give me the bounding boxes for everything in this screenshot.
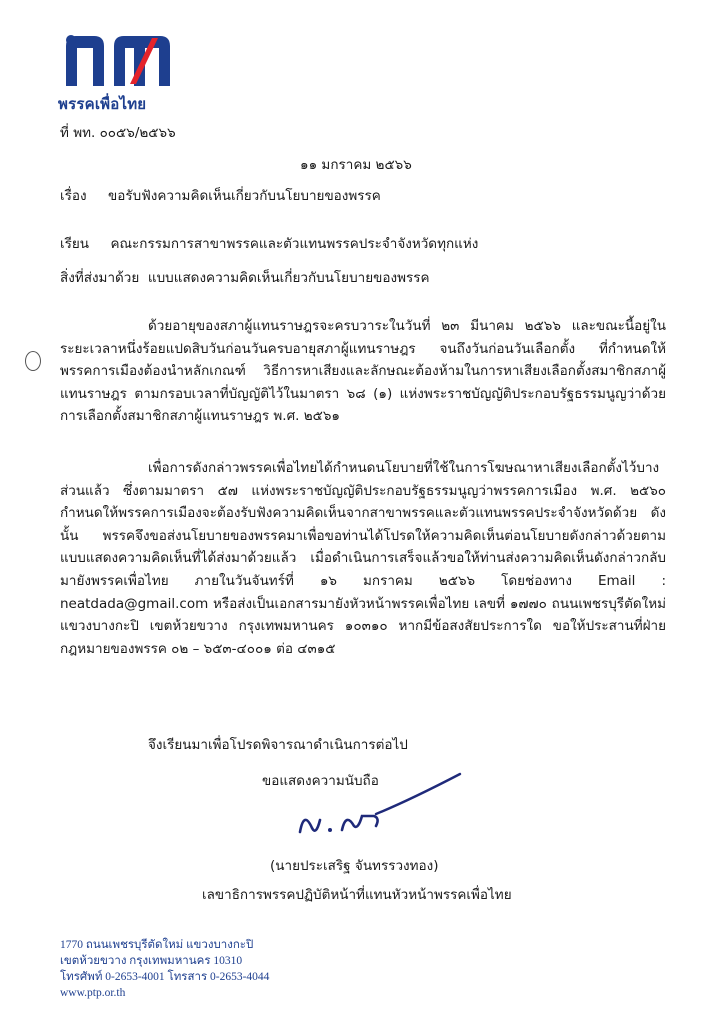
recipient-text: คณะกรรมการสาขาพรรคและตัวแทนพรรคประจำจังหวัดทุกแห่ง — [110, 236, 479, 252]
subject-text: ขอรับฟังความคิดเห็นเกี่ยวกับนโยบายของพรรค — [108, 188, 381, 204]
enclosure-line — [60, 270, 430, 286]
reference-number: ที่ พท. ๐๐๕๖/๒๕๖๖ — [60, 125, 176, 141]
footer-contact — [60, 937, 269, 1001]
closing-line: จึงเรียนมาเพื่อโปรดพิจารณาดำเนินการต่อไป — [148, 737, 408, 753]
footer-website: www.ptp.or.th — [60, 987, 126, 999]
enclosure-text: แบบแสดงความคิดเห็นเกี่ยวกับนโยบายของพรรค — [147, 270, 430, 286]
signer-position: เลขาธิการพรรคปฏิบัติหน้าที่แทนหัวหน้าพรรคเพื่อไทย — [202, 887, 512, 903]
punch-hole — [25, 351, 41, 371]
footer-address-line-2: เขตห้วยขวาง กรุงเทพมหานคร 10310 — [60, 955, 243, 967]
body-paragraph-1: ด้วยอายุของสภาผู้แทนราษฎรจะครบวาระในวันที่ ๒๓ มีนาคม ๒๕๖๖ และขณะนี้อยู่ในระยะเวลาหนึ่งร้อยแปดสิบวันก่อนวันครบอายุสภาผู้แทนราษฎร จนถึงวันก่อนวันเลือกตั้ง ที่กำหนดให้พรรคการเมืองต้องนำหลักเกณฑ์ วิธีการหาเสียงและลักษณะต้องห้ามในการหาเสียงเลือกตั้งสมาชิกสภาผู้แทนราษฎร ตามกรอบเวลาที่บัญญัติไว้ในมาตรา ๖๘ (๑) แห่งพระราชบัญญัติประกอบรัฐธรรมนูญว่าด้วยการเลือกตั้งสมาชิกสภาผู้แทนราษฎร พ.ศ. ๒๕๖๑ — [60, 318, 666, 425]
footer-address-line-1: 1770 ถนนเพชรบุรีตัดใหม่ แขวงบางกะปิ — [60, 939, 254, 951]
recipient-label: เรียน — [60, 236, 90, 252]
enclosure-label: สิ่งที่ส่งมาด้วย — [60, 270, 140, 286]
recipient-line — [60, 236, 478, 252]
signature — [290, 770, 470, 850]
party-name-logo-text: พรรคเพื่อไทย — [58, 96, 147, 113]
signer-name: (นายประเสริฐ จันทรรวงทอง) — [270, 858, 439, 874]
footer-phone-fax: โทรศัพท์ 0-2653-4001 โทรสาร 0-2653-4044 — [60, 971, 270, 983]
subject-line — [60, 188, 381, 204]
letter-date: ๑๑ มกราคม ๒๕๖๖ — [300, 157, 412, 173]
body-paragraph-2: เพื่อการดังกล่าวพรรคเพื่อไทยได้กำหนดนโยบายที่ใช้ในการโฆษณาหาเสียงเลือกตั้งไว้บางส่วนแล้ว ซึ่งตามมาตรา ๕๗ แห่งพระราชบัญญัติประกอบรัฐธรรมนูญว่าพรรคการเมือง พ.ศ. ๒๕๖๐ กำหนดให้พรรคการเมืองจะต้องรับฟังความคิดเห็นจากสาขาพรรคและตัวแทนพรรคประจำจังหวัดด้วย ดังนั้น พรรคจึงขอส่งนโยบายของพรรคมาเพื่อขอท่านได้โปรดให้ความคิดเห็นต่อนโยบายดังกล่าวด้วยตามแบบแสดงความคิดเห็นที่ได้ส่งมาด้วยแล้ว เมื่อดำเนินการเสร็จแล้วขอให้ท่านส่งความคิดเห็นดังกล่าวกลับมายังพรรคเพื่อไทย ภายในวันจันทร์ที่ ๑๖ มกราคม ๒๕๖๖ โดยช่องทาง Email : neatdada@gmail.com หรือส่งเป็นเอกสารมายังหัวหน้าพรรคเพื่อไทย เลขที่ ๑๗๗๐ ถนนเพชรบุรีตัดใหม่ แขวงบางกะปิ เขตห้วยขวาง กรุงเทพมหานคร ๑๐๓๑๐ หากมีข้อสงสัยประการใด ขอให้ประสานที่ฝ่ายกฎหมายของพรรค ๐๒ – ๖๕๓-๔๐๐๑ ต่อ ๔๓๑๕ — [60, 460, 666, 657]
subject-label: เรื่อง — [60, 188, 87, 204]
regards-line: ขอแสดงความนับถือ — [262, 773, 379, 789]
